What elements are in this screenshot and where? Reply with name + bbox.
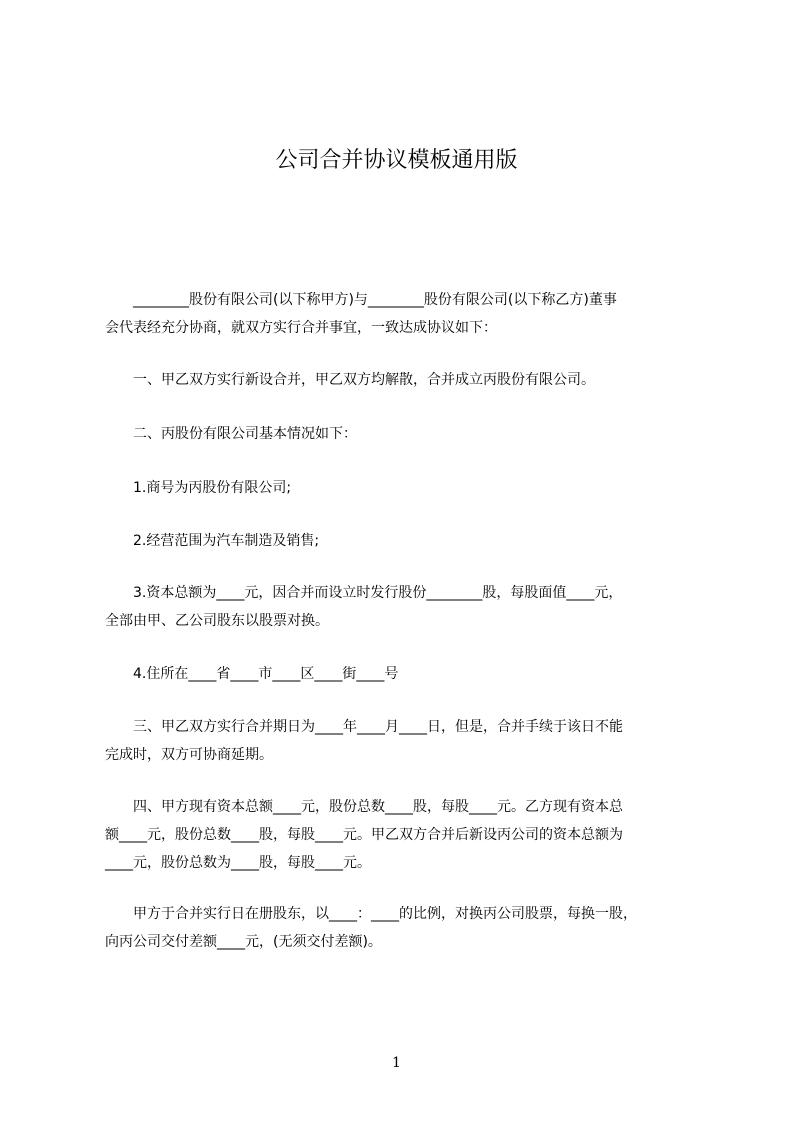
- paragraph-item-3: [105, 579, 705, 635]
- paragraph-line: 全部由甲、乙公司股东以股票对换。: [105, 613, 329, 629]
- paragraph-line: 会代表经充分协商，就双方实行合并事宜，一致达成协议如下：: [105, 320, 497, 336]
- paragraph-line: 甲方于合并实行日在册股东，以____：____的比例，对换丙公司股票，每换一股，: [105, 906, 637, 922]
- paragraph-line: 额____元，股份总数____股，每股____元。甲乙双方合并后新设丙公司的资本总额为: [105, 827, 623, 843]
- document-title: 公司合并协议模板通用版: [275, 148, 518, 173]
- page-number: 1: [392, 1055, 401, 1071]
- paragraph-item-2: [105, 527, 705, 555]
- paragraph-line: 2.经营范围为汽车制造及销售;: [105, 533, 320, 549]
- paragraph-line: ____元，股份总数为____股，每股____元。: [105, 855, 371, 871]
- paragraph-line: 向丙公司交付差额____元，(无须交付差额)。: [105, 934, 382, 950]
- paragraph-line: 3.资本总额为____元，因合并而设立时发行股份________股，每股面值____元，: [105, 585, 623, 601]
- paragraph-line: 四、甲方现有资本总额____元，股份总数____股，每股____元。乙方现有资本总: [105, 799, 623, 815]
- paragraph-exchange: [105, 900, 705, 956]
- paragraph-line: 一、甲乙双方实行新设合并，甲乙双方均解散，合并成立丙股份有限公司。: [105, 372, 595, 388]
- paragraph-intro: [105, 286, 705, 342]
- paragraph-clause-4: [105, 793, 705, 877]
- paragraph-line: 三、甲乙双方实行合并期日为____年____月____日，但是，合并手续于该日不能: [105, 719, 623, 735]
- paragraph-item-1: [105, 474, 705, 502]
- paragraph-clause-3: [105, 713, 705, 769]
- paragraph-item-4: [105, 660, 705, 688]
- paragraph-line: 4.住所在____省____市____区____街____号: [105, 666, 399, 682]
- paragraph-line: 二、丙股份有限公司基本情况如下：: [105, 426, 357, 442]
- paragraph-clause-2: [105, 420, 705, 448]
- paragraph-clause-1: [105, 366, 705, 394]
- paragraph-line: ________股份有限公司(以下称甲方)与________股份有限公司(以下称乙方)董事: [105, 292, 617, 308]
- paragraph-line: 1.商号为丙股份有限公司;: [105, 480, 292, 496]
- paragraph-line: 完成时，双方可协商延期。: [105, 747, 273, 763]
